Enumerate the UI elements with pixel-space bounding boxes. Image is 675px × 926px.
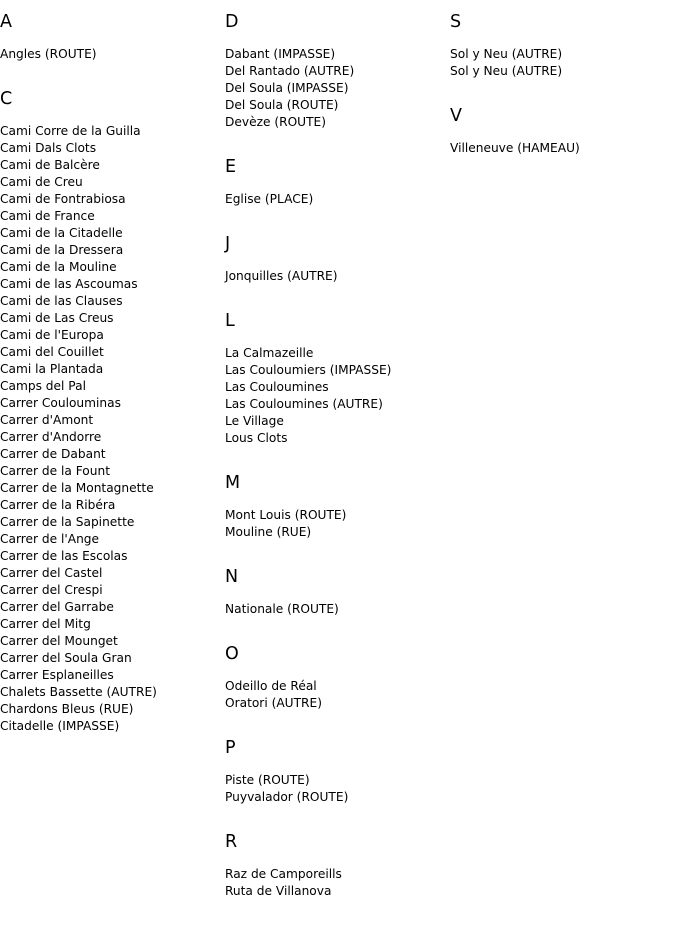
group-letter-heading: L: [225, 311, 235, 331]
street-entry[interactable]: Carrer de la Montagnette: [0, 481, 154, 495]
group-letter-heading: A: [0, 12, 12, 32]
street-entry[interactable]: Cami de las Ascoumas: [0, 277, 138, 291]
letter-group-r: [225, 832, 445, 900]
street-entry[interactable]: Cami de Creu: [0, 175, 83, 189]
street-entry[interactable]: Le Village: [225, 414, 284, 428]
street-entry[interactable]: Del Rantado (AUTRE): [225, 64, 355, 78]
street-entry[interactable]: Cami de la Mouline: [0, 260, 117, 274]
letter-group-n: [225, 567, 445, 618]
street-entry[interactable]: Dabant (IMPASSE): [225, 47, 336, 61]
street-entry[interactable]: Mouline (RUE): [225, 525, 312, 539]
group-letter-heading: S: [450, 12, 462, 32]
street-index-column-1: [0, 0, 220, 761]
group-letter-heading: N: [225, 567, 239, 587]
group-letter-heading: E: [225, 157, 237, 177]
street-entry[interactable]: Devèze (ROUTE): [225, 115, 326, 129]
group-letter-heading: R: [225, 832, 238, 852]
street-entry[interactable]: Lous Clots: [225, 431, 288, 445]
group-letter-heading: C: [0, 89, 13, 109]
street-entry[interactable]: Las Couloumiers (IMPASSE): [225, 363, 392, 377]
street-entry[interactable]: Eglise (PLACE): [225, 192, 314, 206]
letter-group-j: [225, 234, 445, 285]
group-letter-heading: M: [225, 473, 241, 493]
group-letter-heading: P: [225, 738, 236, 758]
street-index-column-3: [450, 0, 670, 183]
street-entry[interactable]: Cami de Las Creus: [0, 311, 114, 325]
street-entry[interactable]: Cami de las Clauses: [0, 294, 123, 308]
street-entry[interactable]: Cami de la Citadelle: [0, 226, 123, 240]
street-entry[interactable]: Jonquilles (AUTRE): [225, 269, 338, 283]
street-entry[interactable]: Chalets Bassette (AUTRE): [0, 685, 157, 699]
street-entry[interactable]: Angles (ROUTE): [0, 47, 97, 61]
street-entry[interactable]: Chardons Bleus (RUE): [0, 702, 134, 716]
letter-group-a: [0, 12, 220, 63]
street-entry[interactable]: Cami de l'Europa: [0, 328, 104, 342]
street-entry[interactable]: Carrer d'Amont: [0, 413, 94, 427]
street-entry[interactable]: Cami de Fontrabiosa: [0, 192, 126, 206]
street-entry[interactable]: Cami de France: [0, 209, 95, 223]
street-entry[interactable]: Cami de la Dressera: [0, 243, 124, 257]
street-entry[interactable]: Carrer del Garrabe: [0, 600, 114, 614]
street-entry[interactable]: Cami la Plantada: [0, 362, 104, 376]
street-entry[interactable]: Carrer de la Sapinette: [0, 515, 135, 529]
street-entry[interactable]: Nationale (ROUTE): [225, 602, 339, 616]
street-entry[interactable]: Carrer de la Ribéra: [0, 498, 116, 512]
street-entry[interactable]: Carrer del Crespi: [0, 583, 103, 597]
letter-group-l: [225, 311, 445, 447]
street-entry[interactable]: Las Couloumines (AUTRE): [225, 397, 383, 411]
street-entry[interactable]: Cami Dals Clots: [0, 141, 97, 155]
street-entry[interactable]: Sol y Neu (AUTRE): [450, 64, 563, 78]
street-entry[interactable]: Carrer del Castel: [0, 566, 103, 580]
letter-group-e: [225, 157, 445, 208]
street-entry[interactable]: Carrer de l'Ange: [0, 532, 100, 546]
street-entry[interactable]: Raz de Camporeills: [225, 867, 342, 881]
street-entry[interactable]: Cami Corre de la Guilla: [0, 124, 141, 138]
street-entry[interactable]: Cami de Balcère: [0, 158, 100, 172]
street-entry[interactable]: Carrer del Mitg: [0, 617, 91, 631]
letter-group-o: [225, 644, 445, 712]
group-letter-heading: J: [225, 234, 231, 254]
letter-group-c: [0, 89, 220, 735]
group-letter-heading: V: [450, 106, 462, 126]
street-entry[interactable]: Del Soula (ROUTE): [225, 98, 339, 112]
street-entry[interactable]: Carrer Esplaneilles: [0, 668, 114, 682]
street-entry[interactable]: Las Couloumines: [225, 380, 329, 394]
letter-group-v: [450, 106, 670, 157]
street-entry[interactable]: Citadelle (IMPASSE): [0, 719, 120, 733]
letter-group-s: [450, 12, 670, 80]
street-entry[interactable]: Odeillo de Réal: [225, 679, 317, 693]
street-entry[interactable]: Piste (ROUTE): [225, 773, 310, 787]
street-entry[interactable]: Carrer Coulouminas: [0, 396, 121, 410]
street-entry[interactable]: Carrer de las Escolas: [0, 549, 128, 563]
street-index-column-2: [225, 0, 445, 926]
street-entry[interactable]: Oratori (AUTRE): [225, 696, 322, 710]
group-letter-heading: D: [225, 12, 239, 32]
street-entry[interactable]: Carrer de la Fount: [0, 464, 110, 478]
street-entry[interactable]: Cami del Couillet: [0, 345, 104, 359]
street-entry[interactable]: Villeneuve (HAMEAU): [450, 141, 580, 155]
street-entry[interactable]: Carrer del Mounget: [0, 634, 118, 648]
street-entry[interactable]: Carrer d'Andorre: [0, 430, 102, 444]
letter-group-d: [225, 12, 445, 131]
street-entry[interactable]: Carrer del Soula Gran: [0, 651, 132, 665]
street-entry[interactable]: Del Soula (IMPASSE): [225, 81, 349, 95]
group-letter-heading: O: [225, 644, 239, 664]
street-entry[interactable]: Ruta de Villanova: [225, 884, 332, 898]
street-entry[interactable]: Mont Louis (ROUTE): [225, 508, 347, 522]
street-entry[interactable]: Camps del Pal: [0, 379, 86, 393]
letter-group-p: [225, 738, 445, 806]
street-entry[interactable]: Puyvalador (ROUTE): [225, 790, 349, 804]
street-entry[interactable]: Sol y Neu (AUTRE): [450, 47, 563, 61]
street-entry[interactable]: Carrer de Dabant: [0, 447, 106, 461]
letter-group-m: [225, 473, 445, 541]
street-entry[interactable]: La Calmazeille: [225, 346, 314, 360]
